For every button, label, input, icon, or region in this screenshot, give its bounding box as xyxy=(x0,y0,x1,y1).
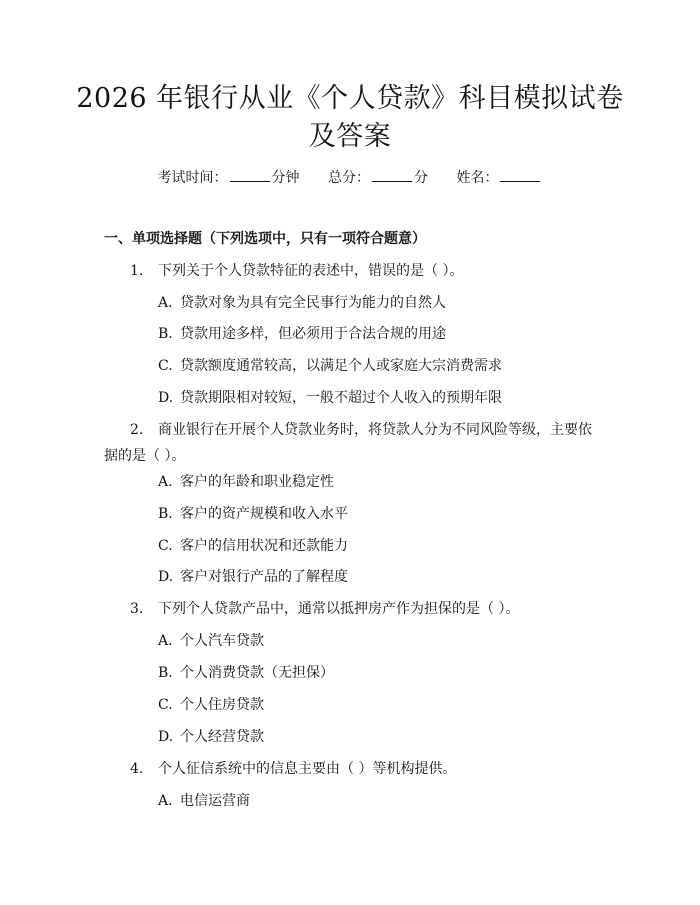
question-2-option-a xyxy=(158,472,334,492)
option-letter: D. xyxy=(158,569,174,585)
option-text: 客户对银行产品的了解程度 xyxy=(180,569,348,585)
total-score xyxy=(328,170,428,186)
option-text: 个人经营贷款 xyxy=(180,729,264,745)
option-text: 贷款对象为具有完全民事行为能力的自然人 xyxy=(180,295,446,311)
option-text: 贷款期限相对较短，一般不超过个人收入的预期年限 xyxy=(180,390,502,406)
option-letter: B. xyxy=(158,326,173,342)
option-letter: A. xyxy=(158,633,173,649)
student-name-label: 姓名： xyxy=(456,170,499,186)
exam-meta xyxy=(0,167,700,188)
option-letter: C. xyxy=(158,538,173,554)
exam-time-blank xyxy=(230,167,270,182)
question-3-option-b xyxy=(158,663,334,683)
option-letter: B. xyxy=(158,665,173,681)
total-score-blank xyxy=(372,167,412,182)
option-letter: A. xyxy=(158,474,173,490)
question-1-option-c xyxy=(158,356,502,376)
option-letter: C. xyxy=(158,697,173,713)
question-3-option-d xyxy=(158,727,264,747)
question-3-option-c xyxy=(158,695,264,715)
option-text: 贷款用途多样，但必须用于合法合规的用途 xyxy=(180,326,446,342)
option-letter: B. xyxy=(158,506,173,522)
question-text: 个人征信系统中的信息主要由（ ）等机构提供。 xyxy=(158,761,457,777)
question-number: 4. xyxy=(130,761,144,777)
option-text: 客户的年龄和职业稳定性 xyxy=(180,474,334,490)
option-text: 客户的资产规模和收入水平 xyxy=(180,506,348,522)
page-title: 2026 年银行从业《个人贷款》科目模拟试卷 xyxy=(76,83,624,114)
question-2 xyxy=(104,417,600,469)
option-text: 个人汽车贷款 xyxy=(180,633,264,649)
exam-time xyxy=(158,170,300,186)
option-text: 客户的信用状况和还款能力 xyxy=(180,538,348,554)
total-score-unit: 分 xyxy=(414,170,428,186)
question-number: 1. xyxy=(130,263,144,279)
question-1-option-a xyxy=(158,293,446,313)
option-text: 个人消费贷款（无担保） xyxy=(180,665,334,681)
student-name xyxy=(456,170,542,186)
question-3-option-a xyxy=(158,631,264,651)
total-score-label: 总分： xyxy=(328,170,370,186)
question-3 xyxy=(104,596,600,622)
question-text: 商业银行在开展个人贷款业务时，将贷款人分为不同风险等级，主要依据的是（ ）。 xyxy=(104,422,592,464)
section-heading: 一、单项选择题（下列选项中，只有一项符合题意） xyxy=(104,231,426,247)
question-1-option-d xyxy=(158,388,502,408)
question-4 xyxy=(104,756,600,782)
question-number: 3. xyxy=(130,601,144,617)
option-letter: D. xyxy=(158,390,174,406)
option-letter: A. xyxy=(158,295,173,311)
page-title-continued: 及答案 xyxy=(308,121,392,152)
option-letter: A. xyxy=(158,793,173,809)
option-letter: D. xyxy=(158,729,174,745)
exam-time-unit: 分钟 xyxy=(271,170,300,186)
question-text: 下列个人贷款产品中，通常以抵押房产作为担保的是（ ）。 xyxy=(158,601,520,617)
exam-time-label: 考试时间： xyxy=(157,170,228,186)
question-2-option-b xyxy=(158,504,348,524)
question-2-option-d xyxy=(158,567,348,587)
question-number: 2. xyxy=(130,422,144,438)
question-1-option-b xyxy=(158,324,446,344)
question-1 xyxy=(104,258,600,284)
option-text: 个人住房贷款 xyxy=(180,697,264,713)
option-letter: C. xyxy=(158,358,173,374)
option-text: 贷款额度通常较高，以满足个人或家庭大宗消费需求 xyxy=(180,358,502,374)
question-2-option-c xyxy=(158,536,348,556)
option-text: 电信运营商 xyxy=(180,793,250,809)
question-4-option-a xyxy=(158,791,250,811)
question-text: 下列关于个人贷款特征的表述中，错误的是（ ）。 xyxy=(158,263,464,279)
student-name-blank xyxy=(500,167,540,182)
